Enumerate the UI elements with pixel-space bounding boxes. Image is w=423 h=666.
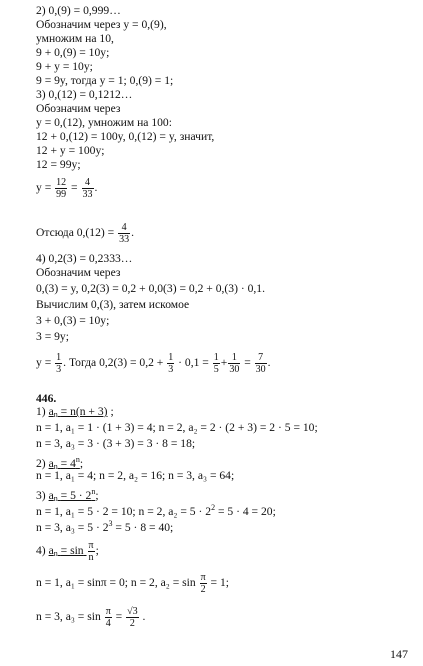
fraction: $\frac{\pi}{2}$ (200, 572, 206, 595)
line-multiply: умножим на 10, (36, 32, 114, 45)
equation-line: 3 = 9y; (36, 330, 69, 343)
equation-line: n = 3, a₃ = sin $\frac{\pi}{4}$ = $\frac{√3}{2}$ . (36, 606, 146, 629)
line-3-heading: 3) 0,(12) = 0,1212… (36, 88, 133, 101)
part-1-heading: 1) $a_n = n(n + 3)$ ; (36, 405, 114, 419)
equation-line: 3 + 0,(3) = 10y; (36, 314, 110, 327)
line-denote: Обозначим через (36, 102, 121, 115)
part-2-heading: 2) $a_n = 4^n$; (36, 455, 84, 471)
fraction: $\frac{7}{30}$ (255, 352, 266, 375)
equation-line: 12 + 0,(12) = 100y, 0,(12) = y, значит, (36, 130, 215, 143)
line-denote: Обозначим через (36, 266, 121, 279)
equation-line: 0,(3) = y, 0,2(3) = 0,2 + 0,0(3) = 0,2 + 0,(3) · 0,1. (36, 282, 265, 295)
part-4-heading: 4) $a_n = \sin$ $\frac{\pi}{n}$ ; (36, 540, 99, 563)
page-number: 147 (390, 647, 408, 661)
line-denote: Обозначим через y = 0,(9), (36, 18, 167, 31)
equation-line: n = 3, a₃ = 3 · (3 + 3) = 3 · 8 = 18; (36, 437, 196, 450)
fraction: $\frac{1}{30}$ (229, 352, 240, 375)
equation-line: y = 0,(12), умножим на 100: (36, 116, 172, 129)
line-2-heading: 2) 0,(9) = 0,999… (36, 4, 121, 17)
equation-line: n = 1, a₁ = 1 · (1 + 3) = 4; n = 2, a₂ = 2 · (2 + 3) = 2 · 5 = 10; (36, 421, 318, 434)
fraction: $\frac{\pi}{n}$ (88, 540, 94, 563)
equation-line: n = 1, a₁ = 5 · 2 = 10; n = 2, $a_2 = 5 \cdot 2^2 = 5 \cdot 4 = 20$; (36, 503, 276, 518)
exercise-number: 446. (36, 392, 57, 405)
fraction: $\frac{1}{3}$ (168, 352, 174, 375)
equation-line: n = 1, a₁ = 4; n = 2, a₂ = 16; n = 3, a₃ = 64; (36, 469, 235, 482)
equation-line: 12 + y = 100y; (36, 144, 105, 157)
fraction: $\frac{4}{33}$ (119, 222, 130, 245)
fraction: $\frac{12}{99}$ (56, 177, 67, 200)
fraction-equation-line: y = $\frac{12}{99}$ = $\frac{4}{33}$ . (36, 177, 98, 200)
line-compute: Вычислим 0,(3), затем искомое (36, 298, 190, 311)
fraction-equation-line: Отсюда 0,(12) = $\frac{4}{33}$ . (36, 222, 135, 245)
fraction-equation-line: y = $\frac{1}{3}$ . Тогда 0,2(3) = 0,2 + $\frac{1}{3}$ · 0,1 = $\frac{1}{5}$ + $\frac{1}{30}$ = $\frac{7}{30}$ . (36, 352, 271, 375)
fraction: $\frac{√3}{2}$ (127, 606, 138, 629)
fraction: $\frac{1}{3}$ (56, 352, 62, 375)
line-4-heading: 4) 0,2(3) = 0,2333… (36, 252, 133, 265)
equation-line: n = 3, $a_3 = 5 \cdot 2^3 = 5 \cdot 8 = 40$; (36, 519, 174, 534)
equation-line: 9 + 0,(9) = 10y; (36, 46, 110, 59)
part-3-heading: 3) $a_n = 5 \cdot 2^n$; (36, 487, 99, 503)
equation-line: 9 + y = 10y; (36, 60, 93, 73)
fraction: $\frac{1}{5}$ (213, 352, 219, 375)
fraction: $\frac{\pi}{4}$ (105, 606, 111, 629)
equation-line: n = 1, a₁ = sinπ = 0; n = 2, a₂ = sin $\frac{\pi}{2}$ = 1; (36, 572, 230, 595)
fraction: $\frac{4}{33}$ (82, 177, 93, 200)
equation-line: 9 = 9y, тогда y = 1; 0,(9) = 1; (36, 74, 174, 87)
equation-line: 12 = 99y; (36, 158, 81, 171)
